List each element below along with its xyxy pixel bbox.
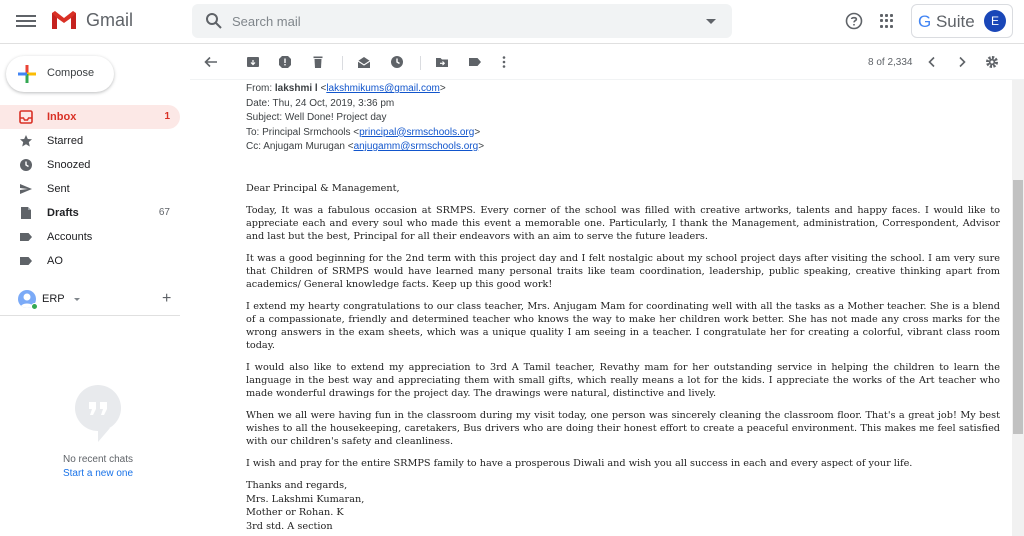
draft-count: 67: [158, 207, 170, 218]
chevron-right-icon[interactable]: [955, 55, 969, 69]
date-line: Date: Thu, 24 Oct, 2019, 3:36 pm: [246, 97, 395, 109]
email-body: [246, 182, 1000, 533]
sidebar-item-label: AO: [47, 255, 63, 267]
pagination-count: 8 of 2,334: [868, 57, 913, 68]
body-paragraph: Today, It was a fabulous occasion at SRMPS. Every corner of the school was filled with creative artworks, talents and happy faces. I would like to appreciate each and every soul who made this event a memorable one. Particularly, I thank the Management, administration, Correspondent, Advisor and last but the best, Principal for all their endeavors with an aim to serve the future leaders.: [246, 205, 1000, 242]
to-line: To: Principal Srmchools <principal@srmschools.org>: [246, 126, 481, 138]
hangouts-user-name: ERP: [42, 293, 65, 305]
main-menu-icon[interactable]: [16, 12, 36, 30]
body-paragraph: When we all were having fun in the classroom during my visit today, one person was sincerely cleaning the classroom floor. That's a great job! My best wishes to all the housekeeping, caretakers, Bus drivers who are doing their honest effort to create a peaceful environment. This makes me feel satisfied with our children's safety and cleanliness.: [246, 410, 1000, 447]
sidebar-item-ao[interactable]: [0, 249, 180, 273]
sidebar-item-snoozed[interactable]: [0, 153, 180, 177]
draft-icon: [19, 206, 33, 220]
gmail-logo[interactable]: [50, 9, 133, 31]
scrollbar[interactable]: [1012, 80, 1024, 536]
compose-button[interactable]: [6, 56, 114, 92]
body-paragraph: I wish and pray for the entire SRMPS family to have a prosperous Diwali and wish you all success in each and every aspect of your life.: [246, 458, 913, 469]
more-options-icon[interactable]: [497, 55, 511, 69]
search-icon[interactable]: [204, 11, 224, 31]
send-icon: [19, 182, 33, 196]
sender-email-link[interactable]: lakshmikums@gmail.com: [326, 83, 440, 94]
sidebar: [0, 44, 190, 536]
cc-line: Cc: Anjugam Murugan <anjugamm@srmschools.org>: [246, 141, 485, 152]
compose-label: Compose: [47, 67, 95, 79]
signature: Thanks and regards, Mrs. Lakshmi Kumaran, Mother or Rohan. K 3rd std. A section: [246, 480, 365, 532]
plus-icon: [18, 65, 36, 83]
clock-icon: [19, 158, 33, 172]
search-input[interactable]: [232, 10, 692, 32]
sidebar-item-label: Inbox: [47, 111, 77, 123]
sidebar-item-label: Accounts: [47, 231, 93, 243]
sidebar-item-label: Starred: [47, 135, 84, 147]
back-arrow-icon[interactable]: [204, 55, 218, 69]
mark-unread-icon[interactable]: [357, 55, 371, 69]
top-bar: [0, 0, 1024, 44]
scrollbar-thumb[interactable]: [1013, 180, 1023, 434]
email-header: [246, 82, 484, 155]
sidebar-item-label: Sent: [47, 183, 70, 195]
label-tag-icon[interactable]: [468, 55, 482, 69]
chevron-down-icon[interactable]: [74, 298, 80, 301]
label-icon: [19, 230, 33, 244]
help-icon[interactable]: [845, 12, 863, 30]
sidebar-item-label: Snoozed: [47, 159, 91, 171]
gsuite-account-button[interactable]: [911, 4, 1013, 38]
online-status-icon: [31, 303, 38, 310]
subject-line: Subject: Well Done! Project day: [246, 112, 387, 123]
new-chat-plus-icon[interactable]: +: [162, 290, 172, 307]
star-icon: [19, 134, 33, 148]
gsuite-logo: G Suite: [918, 12, 975, 31]
message-toolbar: [190, 44, 1024, 80]
body-paragraph: I extend my hearty congratulations to our class teacher, Mrs. Anjugam Mam for coordinating well with all the tasks as a Mother teacher. She is a blend of a compassionate, friendly and determined teacher who knows the way to make her children work better. She has not made any cross marks for the wrong answers in the exam sheets, which was a unique quality I am seeing in a teacher. I congratulate her for creating a colorful, vibrant class room today.: [246, 301, 1000, 351]
snooze-clock-icon[interactable]: [390, 55, 404, 69]
sender-name: lakshmi l: [274, 83, 318, 94]
unread-count: 1: [164, 111, 170, 122]
cc-email-link[interactable]: anjugamm@srmschools.org: [353, 141, 479, 152]
report-spam-icon[interactable]: [278, 55, 292, 69]
search-options-icon[interactable]: [706, 19, 716, 24]
avatar[interactable]: E: [984, 10, 1006, 32]
recipient-email-link[interactable]: principal@srmschools.org: [359, 126, 475, 138]
settings-gear-icon[interactable]: [985, 55, 999, 69]
hangouts-user[interactable]: [18, 290, 178, 312]
no-recent-chats-text: No recent chats: [62, 454, 134, 465]
from-line: From: lakshmi l <lakshmikums@gmail.com>: [246, 83, 446, 94]
sidebar-item-inbox[interactable]: [0, 105, 180, 129]
archive-icon[interactable]: [246, 55, 260, 69]
sidebar-item-drafts[interactable]: [0, 201, 180, 225]
gmail-logo-text: Gmail: [86, 9, 134, 30]
chevron-left-icon[interactable]: [925, 55, 939, 69]
body-paragraph: I would also like to extend my appreciation to 3rd A Tamil teacher, Revathy mam for her outstanding service in helping the children to learn the language in the best way and appreciating them with small gifts, which really means a lot for the kids. I appreciate the works of the Art teacher who made wonderful drawings for the project day. The drawings were natural, distinctive and lively.: [246, 362, 1000, 399]
email-content: [190, 80, 1012, 536]
greeting: Dear Principal & Management,: [246, 183, 400, 194]
gmail-m-icon: [50, 9, 78, 31]
search-bar: [192, 4, 732, 38]
delete-icon[interactable]: [311, 55, 325, 69]
sidebar-item-starred[interactable]: [0, 129, 180, 153]
body-paragraph: It was a good beginning for the 2nd term with this project day and I felt nostalgic about my school project days after visiting the school. I am very sure that Children of SRMPS would have learned many personal traits like team coordination, leadership, public speaking, creative thinking apart from academics/ General knowledge facts. Keep up this good work!: [246, 253, 1000, 290]
apps-grid-icon[interactable]: [880, 14, 894, 28]
inbox-icon: [19, 110, 33, 124]
sidebar-item-label: Drafts: [47, 207, 79, 219]
quote-bubble-icon: [74, 384, 122, 444]
label-icon: [19, 254, 33, 268]
sidebar-item-sent[interactable]: [0, 177, 180, 201]
move-to-folder-icon[interactable]: [435, 55, 449, 69]
sidebar-item-accounts[interactable]: [0, 225, 180, 249]
start-new-chat-link[interactable]: Start a new one: [62, 468, 134, 479]
